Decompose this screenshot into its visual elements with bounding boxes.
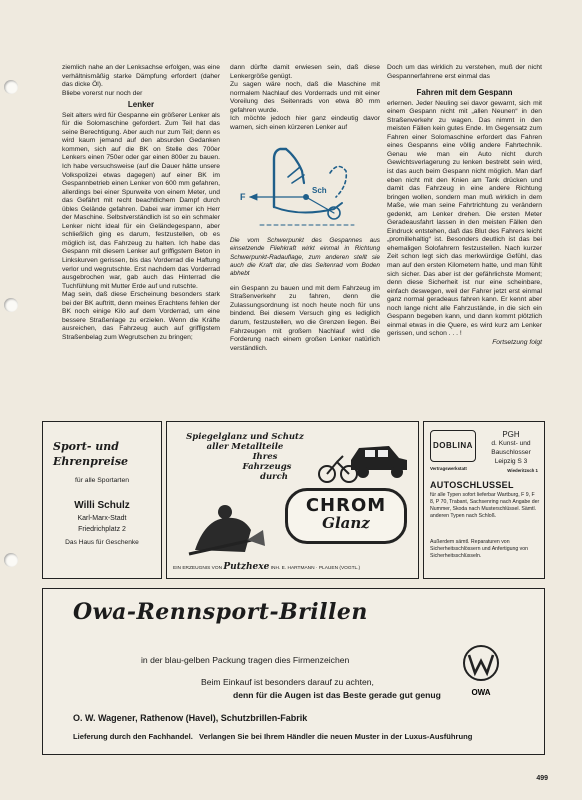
figure-caption: Die vom Schwerpunkt des Gespannes aus einsetzende Fliehkraft wirkt einmal in Richtung Schwerpunkt-Radauflage, zum anderen stellt sie auch die Kraft dar, die das Seitenrad vom Boden abhebt (230, 237, 380, 277)
ad-text: Lieferung durch den Fachhandel. (73, 732, 193, 741)
punch-hole (4, 553, 18, 567)
ad-chrom-glanz (166, 421, 419, 579)
paragraph: Bliebe vorerst nur noch der (62, 89, 143, 97)
force-label: F (240, 192, 246, 203)
force-diagram-svg (230, 137, 380, 235)
ad-text: Verlangen Sie bei Ihrem Händler die neuen Muster in der Luxus-Ausführung (198, 732, 473, 741)
witch-illustration (185, 500, 265, 556)
ad-street: Friedrichplatz 2 (78, 526, 126, 533)
text-column-3 (387, 64, 542, 348)
ad-tagline: Das Haus für Geschenke (65, 539, 139, 546)
ad-slogan-line: aller Metallteile (206, 442, 284, 452)
ad-title: Sport- und (53, 440, 119, 453)
ad-slogan-line: durch (260, 472, 288, 482)
ad-text: denn für die Augen ist das Beste gerade gut genug (233, 690, 441, 700)
page-number: 499 (536, 775, 548, 782)
section-heading-lenker: Lenker (127, 100, 155, 110)
paragraph: ziemlich nahe an der Lenksachse erfolgen, was eine verhältnismäßig starke Dämpfung erfordert (daher das dicke Öl). (62, 64, 220, 89)
ad-sport-prizes (42, 421, 162, 579)
paragraph: Zu sagen wäre noch, daß die Maschine mit normalem Nachlauf des Vorderrads und mit einer Voreilung des Seitenrads von etwa 80 mm gefahren wurde. (230, 81, 380, 114)
ad-city: Karl-Marx-Stadt (77, 515, 127, 522)
ad-footer (173, 562, 360, 572)
ad-text: PGH (502, 430, 520, 439)
ad-company: O. W. Wagener, Rathenow (Havel), Schutzbrillen-Fabrik (73, 713, 308, 723)
punch-hole (4, 298, 18, 312)
doblina-logo (430, 430, 476, 462)
ad-text: Wiederitzsch 1 (507, 468, 538, 473)
car-motorcycle-illustration (315, 432, 411, 484)
ad-slogan-line: Fahrzeugs (242, 462, 292, 472)
ad-text: Vertragswerkstatt (430, 466, 467, 471)
ad-text: in der blau-gelben Packung tragen dies Firmenzeichen (141, 655, 350, 665)
paragraph: Seit alters wird für Gespanne ein größerer Lenker als für die Solomaschine gefordert. Zum Teil hat das seine Berechtigung. Aber auch nur zum Teil; denn es wird kaum jemand auf den absurden Gedanken kommen, sich auf die BK on Stelle des 700er Lenkers einen 750er oder gar einen 800er zu bauen. Ich habe versuchsweise (auf die Dauer hätte unsere Volkspolizei etwas dagegen) auf einer BK im Gespannbetrieb einen Lenker von 600 mm gefahren, allerdings bei einer Spurweite von einem Meter, und das Gefährt mit recht beachtlichem Dampf durch übles Gelände gefahren. Dabei war immer ich Herr der Maschine. Selbstverständlich ist so ein schmaler Lenker nicht ideal für ein Geländegespann, aber schließlich ging es darum, festzustellen, ob es möglich ist, das Fahrzeug zu halten. Ich habe das Gespann mit diesem Lenker auf griffigstem Beton in Linkskurven gerissen, bis das Vorderrad die Haftung verlor und wegrutschte. Erst nachdem das Vorderrad ausgebrochen war, gab auch das Hinterrad die Tuchfühlung mit Mutter Erde auf und rutschte. (62, 111, 220, 290)
ad-company-address (480, 430, 542, 466)
owa-logo (461, 643, 501, 701)
punch-hole (4, 80, 18, 94)
paragraph: Doch um das wirklich zu verstehen, muß der nicht Gespannerfahrene erst einmal das (387, 64, 542, 80)
ad-brand-title: Owa-Rennsport-Brillen (73, 599, 368, 625)
ad-slogan (185, 432, 305, 482)
owa-logo-text: OWA (471, 688, 491, 697)
paragraph: erlernen. Jeder Neuling sei davor gewarnt, sich mit einem Gespann nicht mit „allen Neunen“ in den Straßenverkehr zu wagen. Das nimmt in den meisten Fällen kein gutes Ende. Im Gegensatz zum Fahren einer Solomaschine erfordert das Fahren eines Gespanns eine völlig andere Fahrtechnik. Genau wie man ein Auto nicht durch Gewichtsverlagerung zu lenken bestrebt sein wird, ist das auch beim Gespann nicht möglich. Man darf eben nicht mit den Knien am Tank drücken und damit das Fahrzeug in eine andere Richtung bringen wollen, sondern man muß wirklich in dem Maße, wie man seine Fahrtrichtung zu verändern gedenkt, am Lenker drehen. Die ersten Meter Geradeausfahrt lassen in den meisten Fällen den Eindruck entstehen, daß das Blut des Fahrers leicht „promillehaltig“ ist. Besonders deutlich ist das bei ehemaligen Solofahrern festzustellen. Nach kurzer Zeit schon legt sich das merkwürdige Gefühl, das man auf den ersten Kilometern hatte, und man fühlt sich sicher. Das aber ist der gefährlichste Moment; denn diese Sicherheit ist nur eine scheinbare, einfach deswegen, weil der Fahrer jetzt erst einmal ganz normal geradeaus fahren kann. Er kennt aber noch lange nicht alle Fahrzustände, in die sich ein Gespann begeben kann, und dann kommt plötzlich einmal etwas in die Quere, es wird kurz am Lenker gerissen, und schon . . . ! (387, 99, 542, 338)
section-heading-fahren: Fahren mit dem Gespann (416, 88, 513, 98)
logo-text: CHROM (305, 495, 387, 516)
ad-text: Beim Einkauf ist besonders darauf zu achten, (201, 677, 374, 687)
ad-text: für alle Typen sofort lieferbar Wartburg, F 9, F 8, P 70, Trabant, Sachsenring nach Angabe der Nummer, Skoda nach Musterschlüssel. Sämtl. anderen Typen nach Schloß. (430, 492, 540, 519)
ad-text: d. Kunst- und (491, 440, 531, 447)
ad-text: für alle Sportarten (74, 477, 130, 484)
paragraph: dann dürfte damit erwiesen sein, daß diese Lenkergröße genügt. (230, 64, 380, 80)
ad-footer (73, 732, 472, 741)
ad-slogan-line: Spiegelglanz und Schutz (186, 432, 304, 442)
text-column-1 (62, 64, 220, 343)
center-of-gravity-label: Sch (312, 186, 327, 196)
ad-title: Ehrenpreise (53, 455, 129, 468)
logo-text: Glanz (322, 514, 370, 532)
ad-owa-goggles (42, 588, 545, 755)
ad-title: AUTOSCHLUSSEL (430, 480, 514, 490)
text-column-2 (230, 64, 380, 353)
logo-text: DOBLINA (433, 441, 473, 450)
ad-text: Leipzig S 3 (494, 458, 528, 465)
ad-slogan-line: Ihres (252, 452, 278, 462)
paragraph: ein Gespann zu bauen und mit dem Fahrzeug im Straßenverkehr zu fahren, denn die Zulassungsordnung ist noch heute noch für uns bindend. Bei diesem Versuch ging es lediglich darum, festzustellen, wo die Grenzen liegen. Bei Fahrzeugen mit großem Nachlauf wird die Forderung nach einem großen Lenker natürlich verständlich. (230, 284, 380, 352)
force-diagram (230, 137, 380, 235)
ad-text: Bauschlosser (491, 449, 531, 456)
paragraph: Ich möchte jedoch hier ganz eindeutig davor warnen, sich einen kürzeren Lenker auf (230, 115, 380, 131)
chrom-glanz-logo (285, 488, 407, 544)
paragraph: Mag sein, daß diese Erscheinung besonders stark bei der BK auftritt, denn meines Erachtens fehlen der BK noch einige Kilo auf dem Vorderrad, um eine bessere Straßenlage zu erzielen. Wenn die Kräfte ausreichen, das Fahrzeug auch auf griffigstem Straßenbelag zum Wegrutschen zu bringen; (62, 291, 220, 341)
ad-doblina-keys (423, 421, 545, 579)
ad-text: Außerdem sämtl. Reparaturen von Sicherheitsschlössern und Anfertigung von Sicherheitsschlüsseln. (430, 539, 529, 559)
ad-footer-text: EIN ERZEUGNIS VON (173, 566, 223, 571)
ad-footer-brand: Putzhexe (223, 562, 270, 572)
ad-footer-text: INH. E. HARTMANN · PLAUEN (VOGTL.) (270, 566, 361, 571)
continued-note: Fortsetzung folgt (492, 338, 542, 346)
ad-company-name: Willi Schulz (74, 500, 130, 511)
